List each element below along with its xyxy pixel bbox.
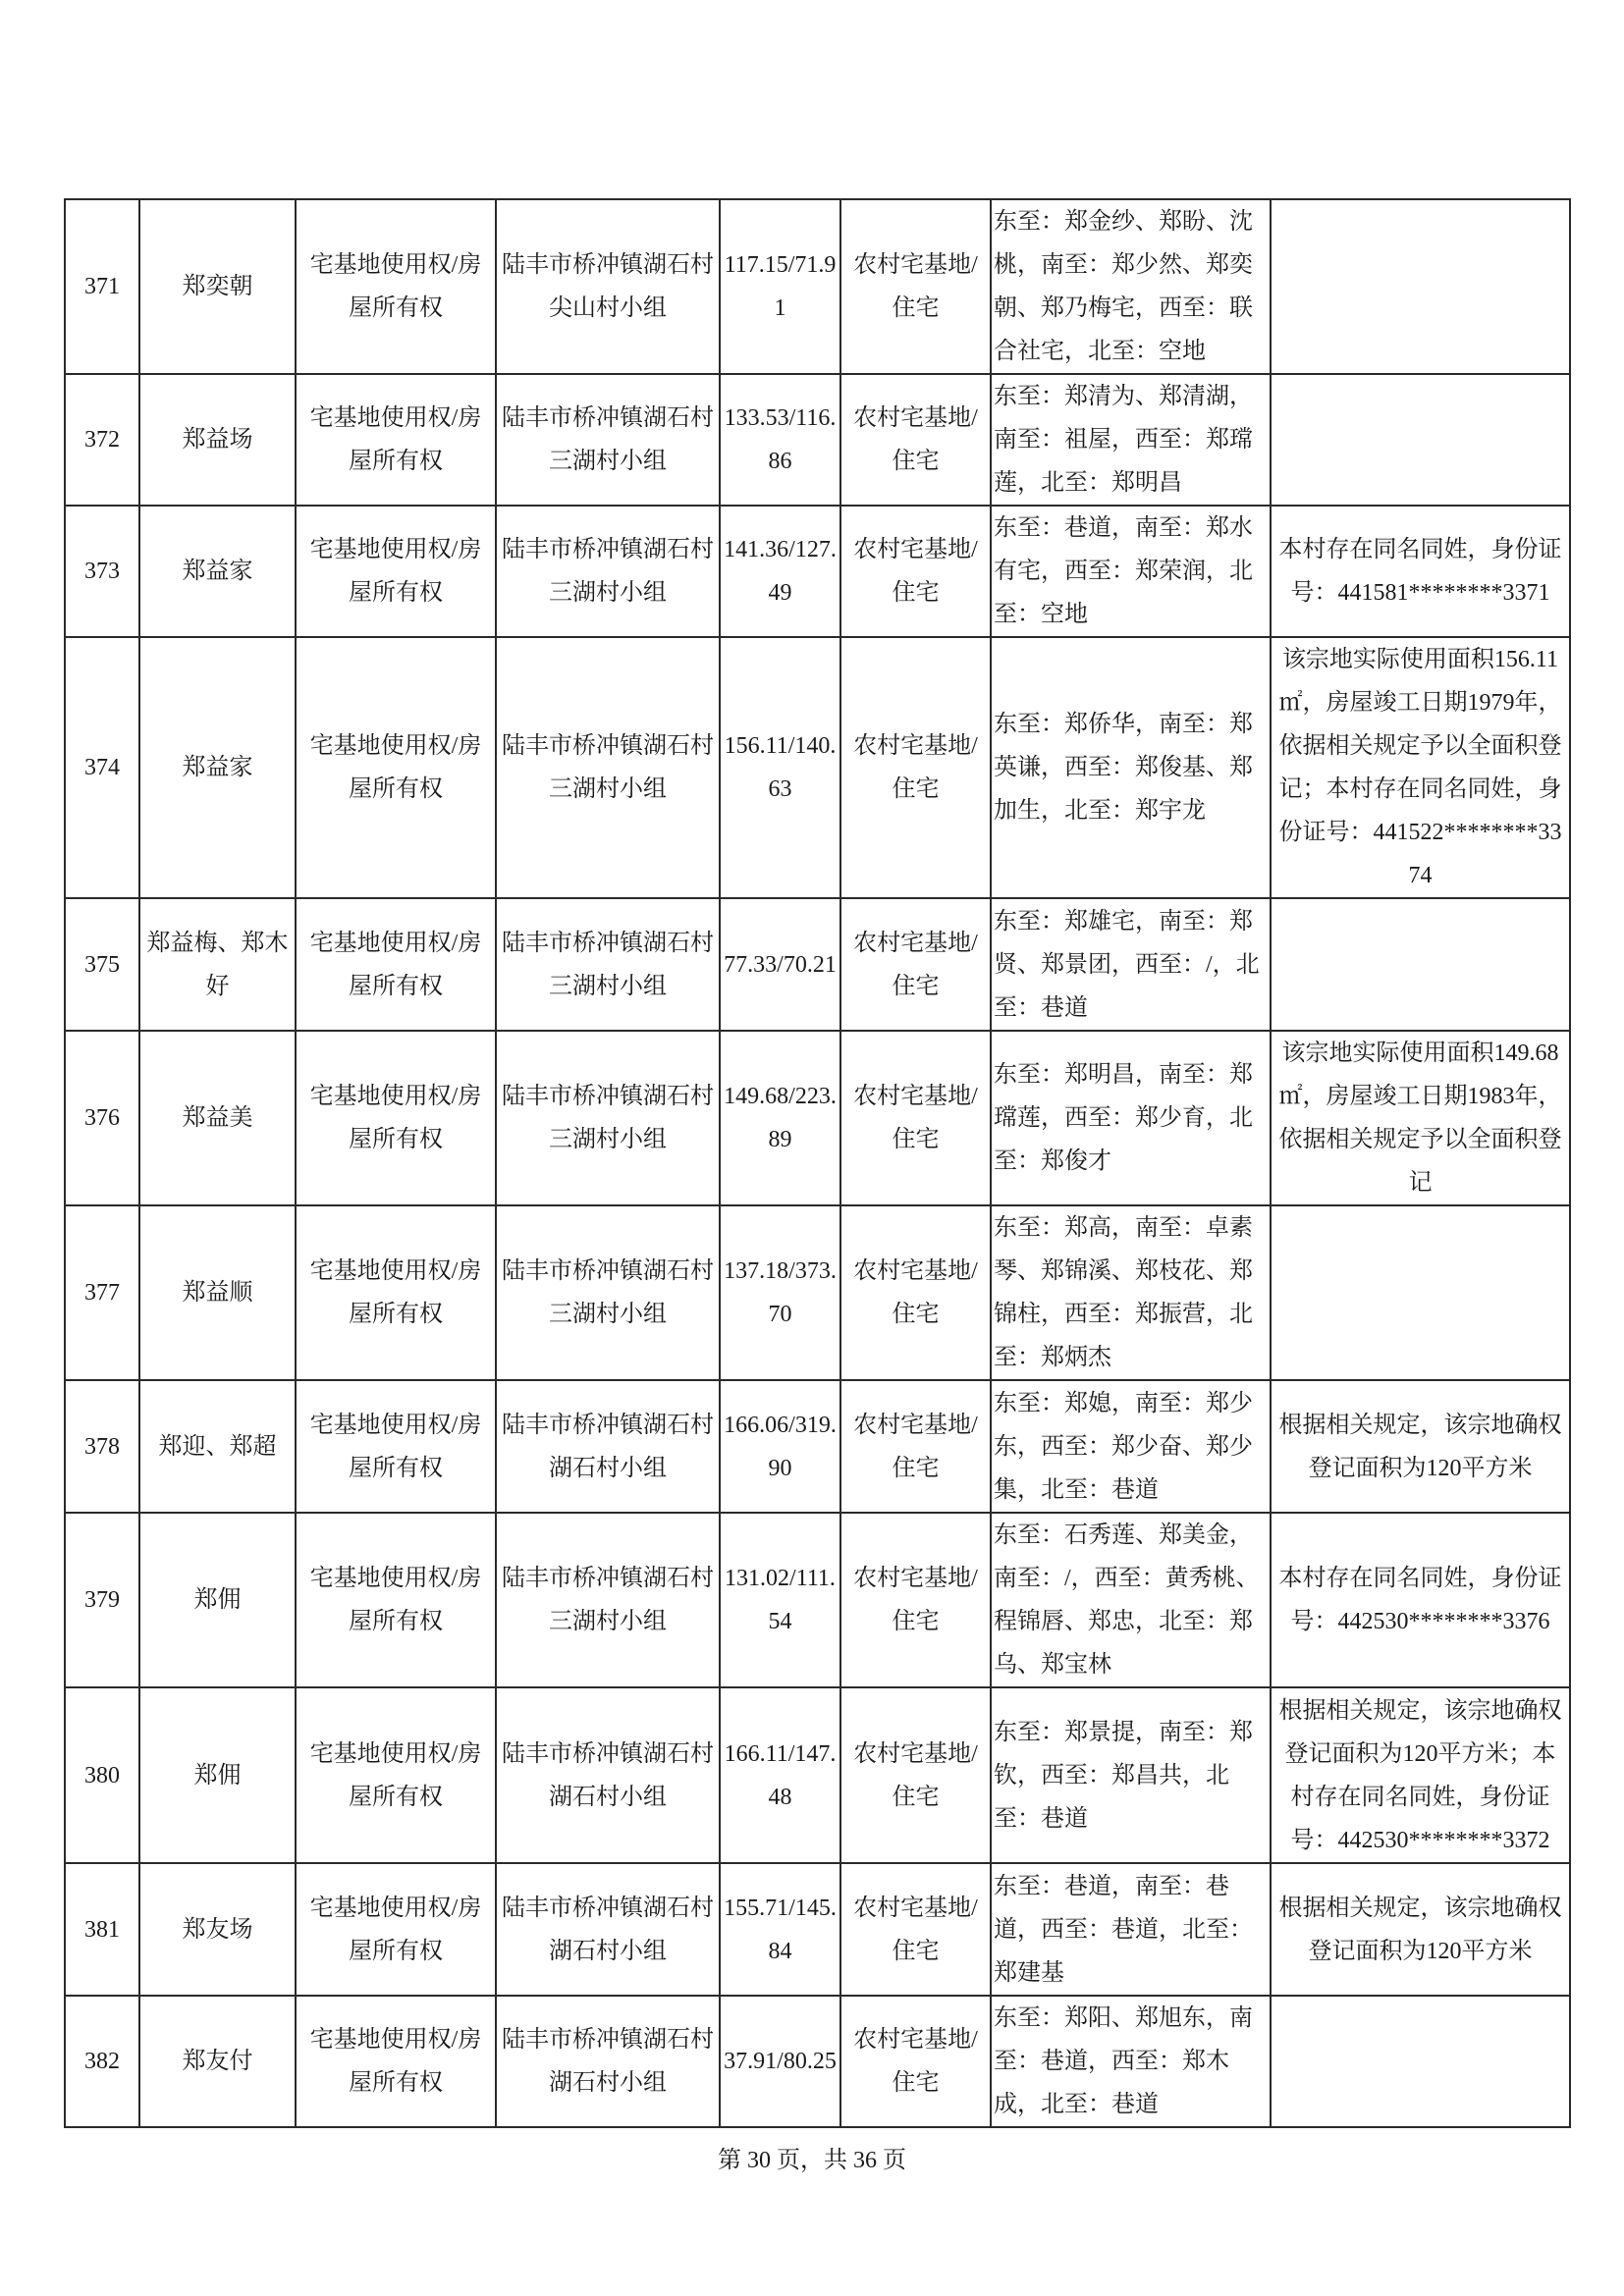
remarks-cell	[1271, 199, 1570, 374]
row-number-cell: 381	[65, 1863, 139, 1996]
remarks-cell	[1271, 374, 1570, 506]
location-cell: 陆丰市桥冲镇湖石村湖石村小组	[496, 1996, 720, 2127]
boundaries-cell: 东至：郑金纱、郑盼、沈桃，南至：郑少然、郑奕朝、郑乃梅宅，西至：联合社宅，北至：空地	[991, 199, 1271, 374]
boundaries-cell: 东至：郑明昌，南至：郑瑺莲，西至：郑少育，北至：郑俊才	[991, 1031, 1271, 1205]
land-use-cell: 农村宅基地/住宅	[840, 1687, 991, 1863]
owner-name-cell: 郑益家	[139, 506, 296, 637]
right-type-cell: 宅基地使用权/房屋所有权	[296, 1205, 496, 1380]
location-cell: 陆丰市桥冲镇湖石村三湖村小组	[496, 374, 720, 506]
right-type-cell: 宅基地使用权/房屋所有权	[296, 374, 496, 506]
row-number-cell: 380	[65, 1687, 139, 1863]
owner-name-cell: 郑友场	[139, 1863, 296, 1996]
row-number-cell: 379	[65, 1513, 139, 1687]
area-cell: 117.15/71.91	[720, 199, 840, 374]
right-type-cell: 宅基地使用权/房屋所有权	[296, 637, 496, 898]
right-type-cell: 宅基地使用权/房屋所有权	[296, 199, 496, 374]
area-cell: 156.11/140.63	[720, 637, 840, 898]
row-number-cell: 375	[65, 898, 139, 1031]
row-number-cell: 377	[65, 1205, 139, 1380]
table-row	[65, 1996, 1570, 2127]
area-cell: 77.33/70.21	[720, 898, 840, 1031]
location-cell: 陆丰市桥冲镇湖石村三湖村小组	[496, 1205, 720, 1380]
land-use-cell: 农村宅基地/住宅	[840, 1996, 991, 2127]
table-row	[65, 1031, 1570, 1205]
land-use-cell: 农村宅基地/住宅	[840, 898, 991, 1031]
boundaries-cell: 东至：巷道，南至：巷道，西至：巷道，北至：郑建基	[991, 1863, 1271, 1996]
location-cell: 陆丰市桥冲镇湖石村三湖村小组	[496, 1513, 720, 1687]
boundaries-cell: 东至：石秀莲、郑美金，南至：/，西至：黄秀桃、程锦唇、郑忠，北至：郑乌、郑宝林	[991, 1513, 1271, 1687]
area-cell: 149.68/223.89	[720, 1031, 840, 1205]
location-cell: 陆丰市桥冲镇湖石村湖石村小组	[496, 1687, 720, 1863]
row-number-cell: 378	[65, 1380, 139, 1513]
location-cell: 陆丰市桥冲镇湖石村湖石村小组	[496, 1380, 720, 1513]
row-number-cell: 374	[65, 637, 139, 898]
row-number-cell: 382	[65, 1996, 139, 2127]
boundaries-cell: 东至：郑清为、郑清湖，南至：祖屋，西至：郑瑺莲，北至：郑明昌	[991, 374, 1271, 506]
area-cell: 166.11/147.48	[720, 1687, 840, 1863]
boundaries-cell: 东至：郑媳，南至：郑少东，西至：郑少奋、郑少集，北至：巷道	[991, 1380, 1271, 1513]
table-row	[65, 637, 1570, 898]
registration-table	[64, 198, 1571, 2128]
land-use-cell: 农村宅基地/住宅	[840, 199, 991, 374]
owner-name-cell: 郑佣	[139, 1687, 296, 1863]
owner-name-cell: 郑益顺	[139, 1205, 296, 1380]
right-type-cell: 宅基地使用权/房屋所有权	[296, 1863, 496, 1996]
owner-name-cell: 郑友付	[139, 1996, 296, 2127]
area-cell: 131.02/111.54	[720, 1513, 840, 1687]
area-cell: 166.06/319.90	[720, 1380, 840, 1513]
location-cell: 陆丰市桥冲镇湖石村三湖村小组	[496, 1031, 720, 1205]
table-row	[65, 199, 1570, 374]
land-use-cell: 农村宅基地/住宅	[840, 1031, 991, 1205]
table-row	[65, 1205, 1570, 1380]
table-row	[65, 898, 1570, 1031]
land-use-cell: 农村宅基地/住宅	[840, 1380, 991, 1513]
remarks-cell: 根据相关规定，该宗地确权登记面积为120平方米	[1271, 1380, 1570, 1513]
area-cell: 137.18/373.70	[720, 1205, 840, 1380]
owner-name-cell: 郑佣	[139, 1513, 296, 1687]
location-cell: 陆丰市桥冲镇湖石村三湖村小组	[496, 506, 720, 637]
location-cell: 陆丰市桥冲镇湖石村三湖村小组	[496, 898, 720, 1031]
table-row	[65, 1687, 1570, 1863]
remarks-cell	[1271, 898, 1570, 1031]
location-cell: 陆丰市桥冲镇湖石村湖石村小组	[496, 1863, 720, 1996]
boundaries-cell: 东至：郑高，南至：卓素琴、郑锦溪、郑枝花、郑锦柱，西至：郑振营，北至：郑炳杰	[991, 1205, 1271, 1380]
table-row	[65, 1863, 1570, 1996]
owner-name-cell: 郑迎、郑超	[139, 1380, 296, 1513]
remarks-cell: 根据相关规定，该宗地确权登记面积为120平方米；本村存在同名同姓，身份证号：442530********3372	[1271, 1687, 1570, 1863]
owner-name-cell: 郑益家	[139, 637, 296, 898]
remarks-cell: 该宗地实际使用面积156.11㎡，房屋竣工日期1979年，依据相关规定予以全面积登记；本村存在同名同姓，身份证号：441522********3374	[1271, 637, 1570, 898]
boundaries-cell: 东至：郑侨华，南至：郑英谦，西至：郑俊基、郑加生，北至：郑宇龙	[991, 637, 1271, 898]
area-cell: 133.53/116.86	[720, 374, 840, 506]
right-type-cell: 宅基地使用权/房屋所有权	[296, 1031, 496, 1205]
remarks-cell	[1271, 1996, 1570, 2127]
area-cell: 155.71/145.84	[720, 1863, 840, 1996]
right-type-cell: 宅基地使用权/房屋所有权	[296, 898, 496, 1031]
area-cell: 37.91/80.25	[720, 1996, 840, 2127]
table-row	[65, 1513, 1570, 1687]
page-number: 第 30 页，共 36 页	[718, 2148, 906, 2173]
remarks-cell: 该宗地实际使用面积149.68㎡，房屋竣工日期1983年，依据相关规定予以全面积登记	[1271, 1031, 1570, 1205]
boundaries-cell: 东至：郑景提，南至：郑钦，西至：郑昌共，北至：巷道	[991, 1687, 1271, 1863]
right-type-cell: 宅基地使用权/房屋所有权	[296, 506, 496, 637]
remarks-cell	[1271, 1205, 1570, 1380]
right-type-cell: 宅基地使用权/房屋所有权	[296, 1380, 496, 1513]
boundaries-cell: 东至：郑阳、郑旭东，南至：巷道，西至：郑木成，北至：巷道	[991, 1996, 1271, 2127]
owner-name-cell: 郑益梅、郑木好	[139, 898, 296, 1031]
owner-name-cell: 郑益美	[139, 1031, 296, 1205]
remarks-cell: 根据相关规定，该宗地确权登记面积为120平方米	[1271, 1863, 1570, 1996]
remarks-cell: 本村存在同名同姓，身份证号：441581********3371	[1271, 506, 1570, 637]
right-type-cell: 宅基地使用权/房屋所有权	[296, 1513, 496, 1687]
row-number-cell: 372	[65, 374, 139, 506]
land-use-cell: 农村宅基地/住宅	[840, 374, 991, 506]
row-number-cell: 376	[65, 1031, 139, 1205]
land-use-cell: 农村宅基地/住宅	[840, 637, 991, 898]
location-cell: 陆丰市桥冲镇湖石村尖山村小组	[496, 199, 720, 374]
owner-name-cell: 郑奕朝	[139, 199, 296, 374]
boundaries-cell: 东至：郑雄宅，南至：郑贤、郑景团，西至：/，北至：巷道	[991, 898, 1271, 1031]
land-use-cell: 农村宅基地/住宅	[840, 1513, 991, 1687]
land-use-cell: 农村宅基地/住宅	[840, 1863, 991, 1996]
boundaries-cell: 东至：巷道，南至：郑水有宅，西至：郑荣润，北至：空地	[991, 506, 1271, 637]
remarks-cell: 本村存在同名同姓，身份证号：442530********3376	[1271, 1513, 1570, 1687]
area-cell: 141.36/127.49	[720, 506, 840, 637]
right-type-cell: 宅基地使用权/房屋所有权	[296, 1687, 496, 1863]
owner-name-cell: 郑益场	[139, 374, 296, 506]
row-number-cell: 371	[65, 199, 139, 374]
land-use-cell: 农村宅基地/住宅	[840, 506, 991, 637]
land-use-cell: 农村宅基地/住宅	[840, 1205, 991, 1380]
table-row	[65, 1380, 1570, 1513]
table-row	[65, 374, 1570, 506]
right-type-cell: 宅基地使用权/房屋所有权	[296, 1996, 496, 2127]
row-number-cell: 373	[65, 506, 139, 637]
table-row	[65, 506, 1570, 637]
location-cell: 陆丰市桥冲镇湖石村三湖村小组	[496, 637, 720, 898]
